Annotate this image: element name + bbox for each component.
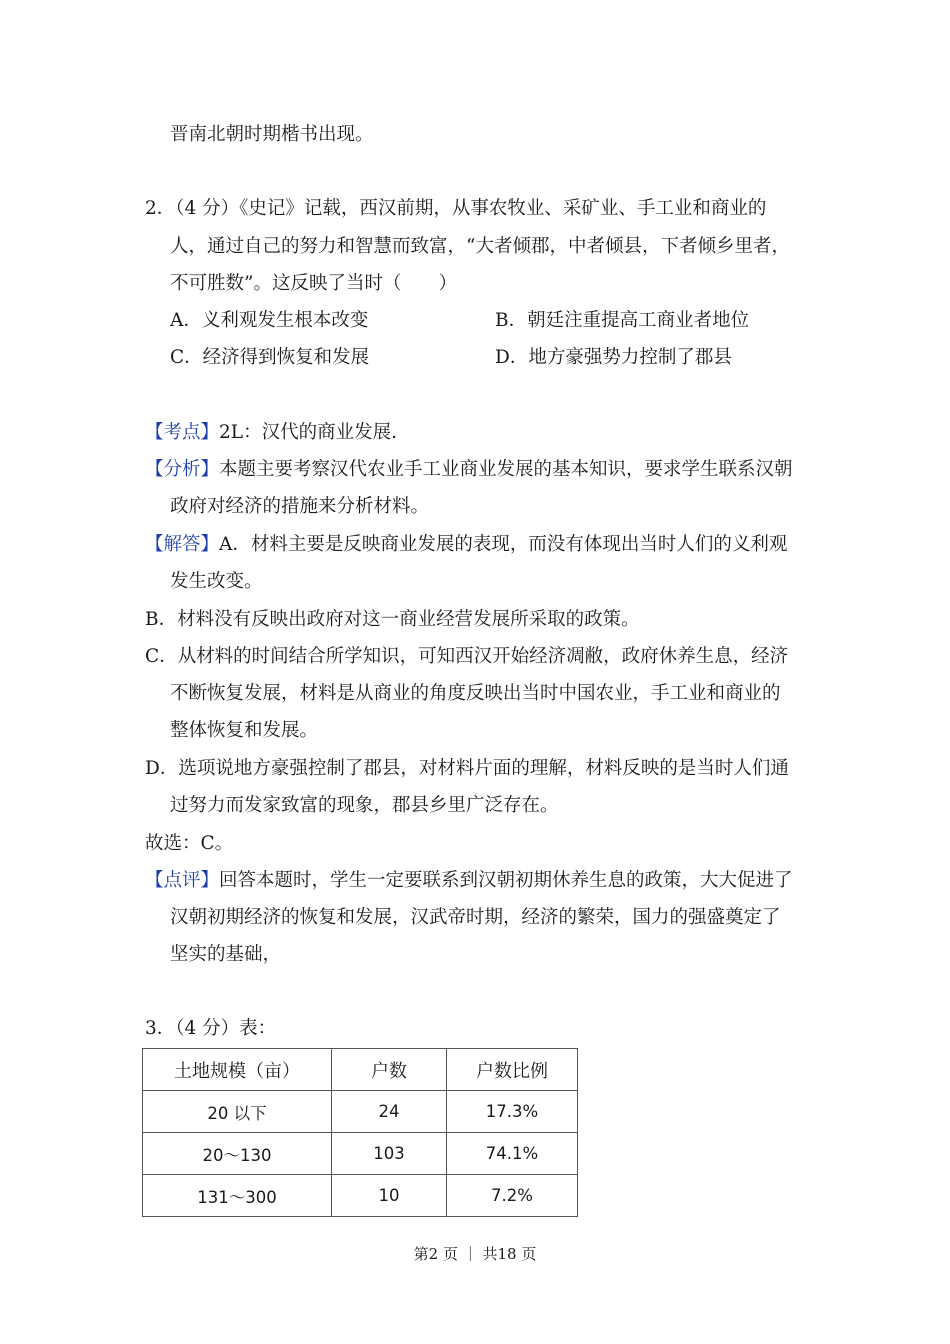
- table-cell: 74.1%: [447, 1133, 578, 1175]
- fenxi-text-1: 本题主要考察汉代农业手工业商业发展的基本知识，要求学生联系汉朝: [219, 459, 793, 480]
- jieda-d2: 过努力而发家致富的现象，郡县乡里广泛存在。: [170, 795, 559, 816]
- jieda-c2: 不断恢复发展，材料是从商业的角度反映出当时中国农业，手工业和商业的: [170, 683, 781, 704]
- q2-stem-line-2: 人，通过自己的努力和智慧而致富，“大者倾郡，中者倾县，下者倾乡里者，: [170, 236, 790, 257]
- q2-option-a: A．义利观发生根本改变: [170, 310, 369, 331]
- continued-line: 晋南北朝时期楷书出现。: [170, 124, 374, 145]
- table-row: [143, 1091, 578, 1133]
- dianping-text-1: 回答本题时，学生一定要联系到汉朝初期休养生息的政策，大大促进了: [219, 870, 793, 891]
- q2-option-b: B．朝廷注重提高工商业者地位: [495, 310, 750, 331]
- jieda-b: B．材料没有反映出政府对这一商业经营发展所采取的政策。: [145, 609, 640, 630]
- table-row: [143, 1133, 578, 1175]
- dianping-line-3: 坚实的基础，: [170, 944, 282, 965]
- table-cell: 17.3%: [447, 1091, 578, 1133]
- table-cell: 10: [332, 1175, 447, 1217]
- dianping-line-1: [145, 869, 793, 893]
- q2-stem-line-1: 2．（4 分）《史记》记载，西汉前期，从事农牧业、采矿业、手工业和商业的: [145, 198, 767, 219]
- q2-stem-line-3: 不可胜数”。这反映了当时（ ）: [170, 273, 457, 294]
- dianping-line-2: 汉朝初期经济的恢复和发展，汉武帝时期，经济的繁荣，国力的强盛奠定了: [170, 907, 781, 928]
- jieda-line-1: [145, 533, 787, 557]
- answer-choice: 故选：C。: [145, 833, 234, 854]
- dianping-tag: 【点评】: [145, 870, 220, 891]
- table-cell: 24: [332, 1091, 447, 1133]
- kaodian-line: [145, 421, 397, 445]
- table-cell: 20～130: [143, 1133, 332, 1175]
- table-cell: 103: [332, 1133, 447, 1175]
- jieda-a2: 发生改变。: [170, 571, 263, 592]
- table-row: [143, 1175, 578, 1217]
- jieda-tag: 【解答】: [145, 534, 220, 555]
- land-size-table: [142, 1048, 578, 1217]
- q2-option-c: C．经济得到恢复和发展: [170, 347, 370, 368]
- q3-title: 3．（4 分）表：: [145, 1018, 277, 1039]
- table-cell: 20 以下: [143, 1091, 332, 1133]
- table-cell: 131～300: [143, 1175, 332, 1217]
- fenxi-line-1: [145, 458, 793, 482]
- q2-option-d: D．地方豪强势力控制了郡县: [495, 347, 732, 368]
- jieda-c1: C．从材料的时间结合所学知识，可知西汉开始经济凋敝，政府休养生息，经济: [145, 646, 789, 667]
- header-land-size: 土地规模（亩）: [143, 1049, 332, 1091]
- jieda-d1: D．选项说地方豪强控制了郡县，对材料片面的理解，材料反映的是当时人们通: [145, 758, 789, 779]
- kaodian-text: 2L：汉代的商业发展.: [219, 422, 397, 443]
- header-households: 户数: [332, 1049, 447, 1091]
- fenxi-line-2: 政府对经济的措施来分析材料。: [170, 496, 430, 517]
- jieda-text-a1: A．材料主要是反映商业发展的表现，而没有体现出当时人们的义利观: [219, 534, 788, 555]
- table-header-row: [143, 1049, 578, 1091]
- fenxi-tag: 【分析】: [145, 459, 220, 480]
- kaodian-tag: 【考点】: [145, 422, 220, 443]
- header-ratio: 户数比例: [447, 1049, 578, 1091]
- page-footer: 第2 页 ｜ 共18 页: [413, 1245, 537, 1263]
- table-cell: 7.2%: [447, 1175, 578, 1217]
- jieda-c3: 整体恢复和发展。: [170, 720, 319, 741]
